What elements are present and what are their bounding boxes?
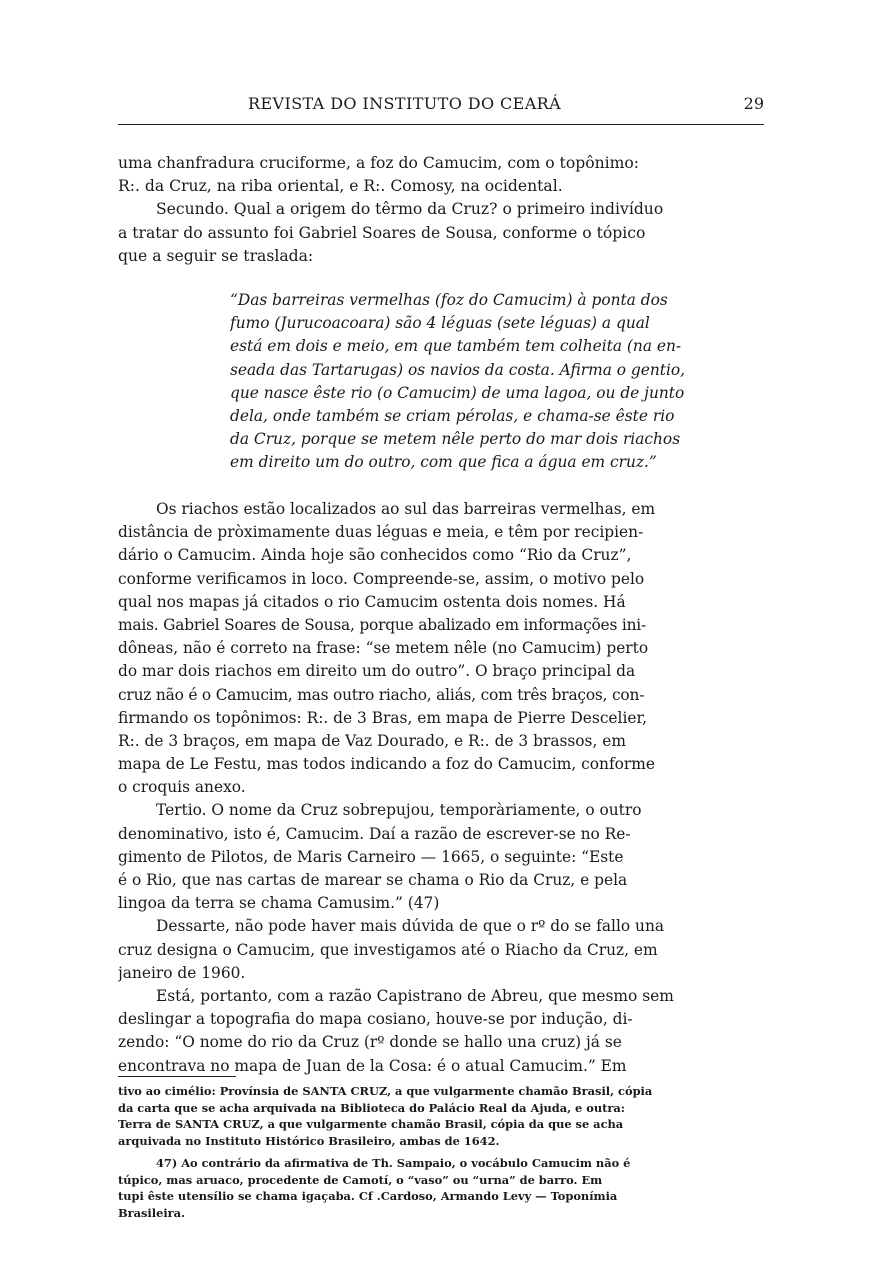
footnote-47-line: Brasileira. (118, 1205, 185, 1220)
text-line: Está, portanto, com a razão Capistrano de Abreu, que mesmo sem (156, 986, 674, 1005)
text-line: é o Rio, que nas cartas de marear se chama o Rio da Cruz, e pela (118, 871, 628, 889)
running-header (118, 94, 764, 118)
text-line: dôneas, não é correto na frase: “se metem nêle (no Camucim) perto (118, 639, 649, 658)
quote-line: da Cruz, porque se metem nêle perto do mar dois riachos (230, 430, 681, 449)
quote-line: que nasce êste rio (o Camucim) de uma lagoa, ou de junto (230, 383, 685, 402)
quote-line: está em dois e meio, em que também tem colheita (na en- (230, 337, 682, 356)
text-line: deslingar a topografia do mapa cosiano, houve-se por indução, di- (118, 1010, 633, 1029)
footnote-line: tivo ao cimélio: Provínsia de SANTA CRUZ, a que vulgarmente chamão Brasil, cópia (118, 1084, 653, 1098)
text-line: mais. Gabriel Soares de Sousa, porque abalizado em informações ini- (118, 615, 647, 634)
footnote-line: Terra de SANTA CRUZ, a que vulgarmente chamão Brasil, cópia da que se acha (118, 1117, 624, 1131)
quote-line: seada das Tartarugas) os navios da costa. Afirma o gentio, (230, 360, 686, 379)
footnote-line: da carta que se acha arquivada na Biblioteca do Palácio Real da Ajuda, e outra: (118, 1100, 625, 1115)
footnote-47-line: 47) Ao contrário da afirmativa de Th. Sampaio, o vocábulo Camucim não é (156, 1156, 631, 1170)
journal-title: REVISTA DO INSTITUTO DO CEARÁ (248, 94, 562, 113)
text-line: cruz designa o Camucim, que investigamos até o Riacho da Cruz, em (118, 940, 658, 959)
text-line: qual nos mapas já citados o rio Camucim ostenta dois nomes. Há (118, 592, 626, 611)
quote-line: em direito um do outro, com que fica a água em cruz.” (230, 453, 657, 472)
text-line: mapa de Le Festu, mas todos indicando a foz do Camucim, conforme (118, 755, 655, 774)
text-line: denominativo, isto é, Camucim. Daí a razão de escrever-se no Re- (118, 824, 631, 843)
text-line: distância de pròximamente duas léguas e meia, e têm por recipien- (118, 523, 644, 542)
quote-line: “Das barreiras vermelhas (foz do Camucim) à ponta dos (230, 291, 668, 309)
text-line: janeiro de 1960. (118, 963, 246, 982)
footnote-47-line: túpico, mas aruaco, procedente de Camotí, o “vaso” ou “urna” de barro. Em (118, 1172, 603, 1187)
text-line: R:. de 3 braços, em mapa de Vaz Dourado, e R:. de 3 brassos, em (118, 731, 626, 750)
text-line: que a seguir se traslada: (118, 246, 314, 265)
page-number: 29 (743, 94, 764, 113)
text-line: conforme verificamos in loco. Compreende-se, assim, o motivo pelo (118, 569, 645, 588)
text-line: Tertio. O nome da Cruz sobrepujou, temporàriamente, o outro (156, 801, 642, 820)
text-line: o croquis anexo. (118, 778, 246, 797)
text-line: zendo: “O nome do rio da Cruz (rº donde se hallo una cruz) já se (118, 1033, 622, 1052)
text-line: dário o Camucim. Ainda hoje são conhecidos como “Rio da Cruz”, (118, 546, 632, 565)
text-line: do mar dois riachos em direito um do outro”. O braço principal da (118, 662, 636, 681)
text-line: firmando os topônimos: R:. de 3 Bras, em mapa de Pierre Descelier, (118, 708, 648, 727)
text-line: cruz não é o Camucim, mas outro riacho, aliás, com três braços, con- (118, 685, 645, 704)
text-line: Dessarte, não pode haver mais dúvida de que o rº do se fallo una (156, 917, 665, 936)
text-line: lingoa da terra se chama Camusim.” (47) (118, 894, 440, 913)
block-quote (230, 289, 764, 475)
footnotes (118, 1083, 766, 1221)
text-line: R:. da Cruz, na riba oriental, e R:. Comosy, na ocidental. (118, 177, 563, 196)
body-text (118, 498, 766, 1078)
opening-paragraph (118, 152, 766, 268)
quote-line: fumo (Jurucoacoara) são 4 léguas (sete léguas) a qual (230, 314, 650, 333)
text-line: Secundo. Qual a origem do têrmo da Cruz? o primeiro indivíduo (156, 200, 664, 219)
footnote-47-line: tupi êste utensílio se chama igaçaba. Cf .Cardoso, Armando Levy — Toponímia (118, 1189, 618, 1203)
footnote-rule (118, 1076, 236, 1077)
quote-line: dela, onde também se criam pérolas, e chama-se êste rio (230, 406, 675, 425)
footnote-line: arquivada no Instituto Histórico Brasileiro, ambas de 1642. (118, 1133, 500, 1148)
header-rule (118, 124, 764, 125)
text-line: Os riachos estão localizados ao sul das barreiras vermelhas, em (156, 500, 656, 518)
text-line: encontrava no mapa de Juan de la Cosa: é o atual Camucim.” Em (118, 1056, 627, 1075)
text-line: uma chanfradura cruciforme, a foz do Camucim, com o topônimo: (118, 154, 640, 172)
text-line: a tratar do assunto foi Gabriel Soares de Sousa, conforme o tópico (118, 223, 646, 242)
text-line: gimento de Pilotos, de Maris Carneiro — 1665, o seguinte: “Este (118, 847, 624, 866)
